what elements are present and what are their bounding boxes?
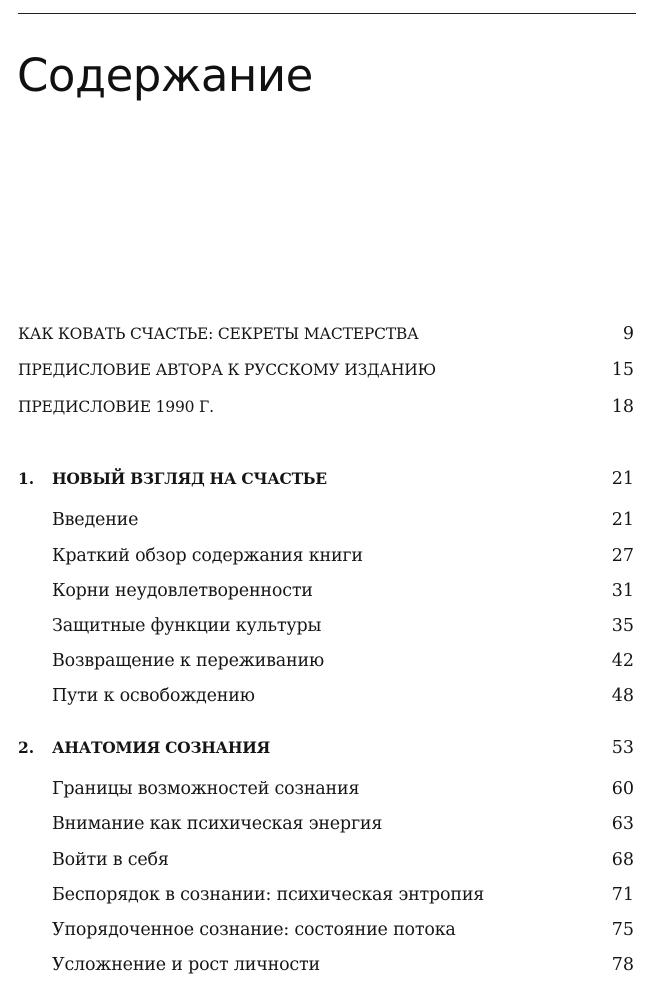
chapter-page: 53 [611, 738, 634, 758]
toc-entry-foreword-1990[interactable] [18, 394, 634, 420]
toc-entry-page: 18 [611, 397, 634, 417]
section-page: 31 [611, 581, 634, 601]
section-title: Усложнение и рост личности [52, 955, 320, 975]
section-page: 60 [611, 779, 634, 799]
section-page: 78 [611, 955, 634, 975]
toc-section[interactable] [18, 683, 634, 709]
section-page: 35 [611, 616, 634, 636]
section-title: Краткий обзор содержания книги [52, 546, 363, 566]
section-title: Корни неудовлетворенности [52, 581, 313, 601]
toc-section[interactable] [18, 882, 634, 908]
section-page: 75 [611, 920, 634, 940]
section-title: Защитные функции культуры [52, 616, 322, 636]
top-rule [18, 13, 636, 14]
toc-entry-page: 9 [622, 324, 634, 344]
section-title: Беспорядок в сознании: психическая энтропия [52, 885, 485, 905]
toc-chapter-1[interactable] [18, 466, 634, 492]
section-page: 71 [611, 885, 634, 905]
toc-section[interactable] [18, 811, 634, 837]
toc-section[interactable] [18, 543, 634, 569]
chapter-number: 2. [18, 738, 35, 757]
page-title: Содержание [17, 49, 313, 102]
section-page: 68 [611, 850, 634, 870]
toc-section[interactable] [18, 507, 634, 533]
section-page: 21 [611, 510, 634, 530]
chapter-number: 1. [18, 469, 35, 488]
section-page: 42 [611, 651, 634, 671]
section-page: 27 [611, 546, 634, 566]
toc-entry-label: КАК КОВАТЬ СЧАСТЬЕ: СЕКРЕТЫ МАСТЕРСТВА [18, 325, 419, 343]
section-page: 48 [611, 686, 634, 706]
section-title: Введение [52, 510, 139, 530]
toc-section[interactable] [18, 613, 634, 639]
toc-chapter-2[interactable] [18, 735, 634, 761]
toc-section[interactable] [18, 648, 634, 674]
toc-entry-label: ПРЕДИСЛОВИЕ АВТОРА К РУССКОМУ ИЗДАНИЮ [18, 361, 436, 379]
toc-section[interactable] [18, 776, 634, 802]
section-page: 63 [611, 814, 634, 834]
toc-section[interactable] [18, 578, 634, 604]
toc-section[interactable] [18, 917, 634, 943]
section-title: Возвращение к переживанию [52, 651, 324, 671]
toc-entry-page: 15 [611, 360, 634, 380]
chapter-page: 21 [611, 469, 634, 489]
toc-section[interactable] [18, 952, 634, 978]
chapter-title: НОВЫЙ ВЗГЛЯД НА СЧАСТЬЕ [52, 469, 327, 488]
toc-section[interactable] [18, 847, 634, 873]
toc-entry-label: ПРЕДИСЛОВИЕ 1990 Г. [18, 398, 214, 416]
section-title: Упорядоченное сознание: состояние потока [52, 920, 456, 940]
chapter-title: АНАТОМИЯ СОЗНАНИЯ [52, 738, 270, 757]
section-title: Пути к освобождению [52, 686, 255, 706]
section-title: Внимание как психическая энергия [52, 814, 383, 834]
section-title: Войти в себя [52, 850, 169, 870]
toc-entry-foreword-secrets[interactable] [18, 321, 634, 347]
section-title: Границы возможностей сознания [52, 779, 360, 799]
toc-entry-foreword-russian[interactable] [18, 357, 634, 383]
